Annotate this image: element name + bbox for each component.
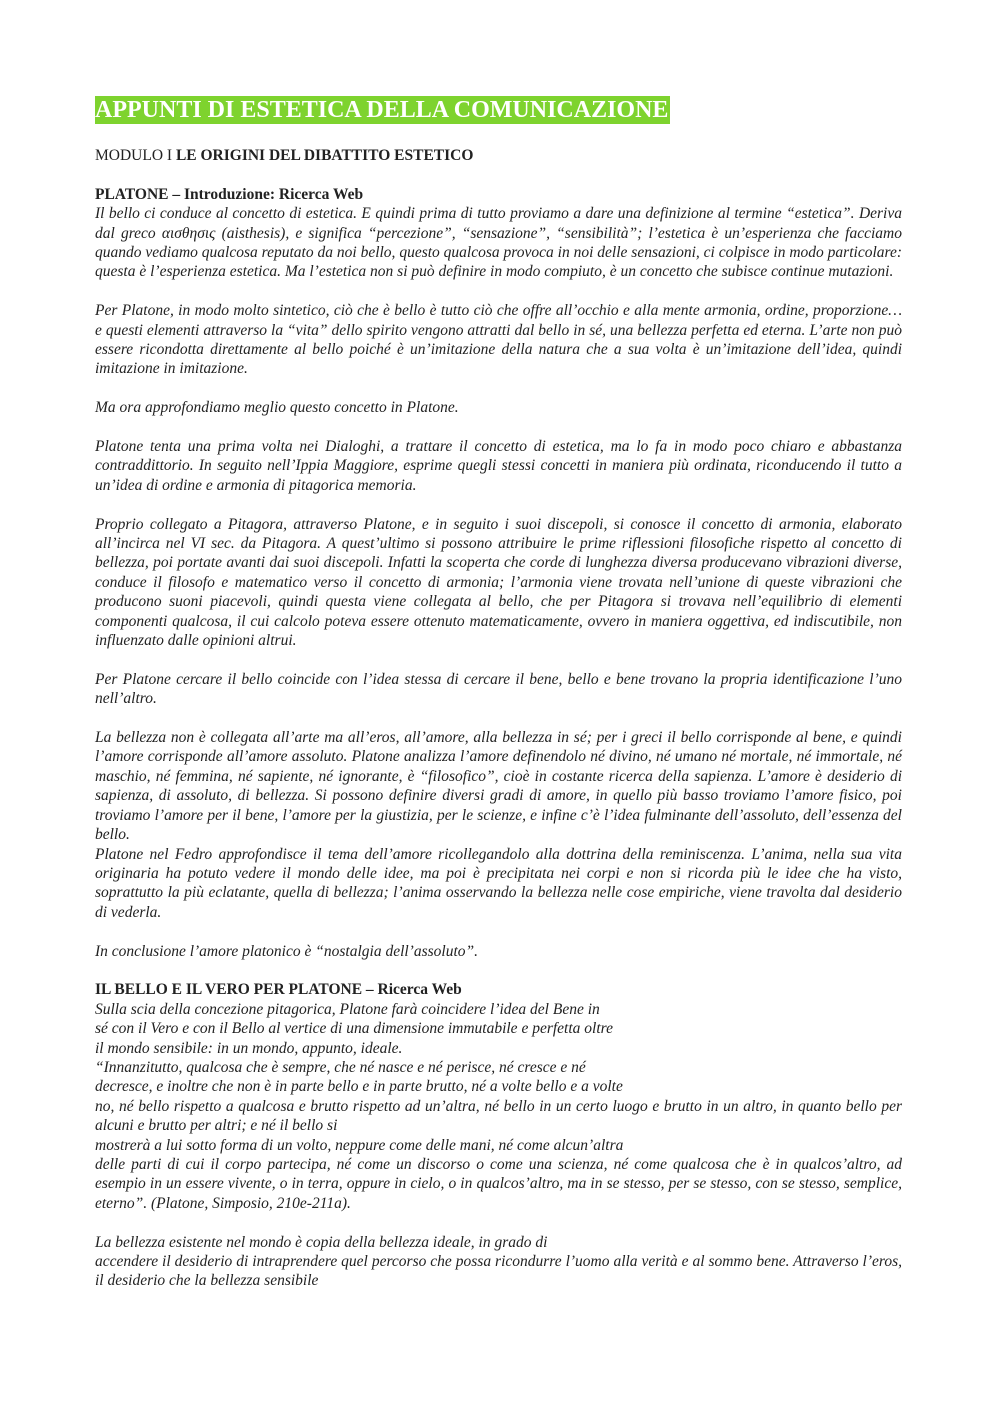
title-plain: APPUNTI DI <box>95 97 241 123</box>
paragraph: Proprio collegato a Pitagora, attraverso Platone, e in seguito i suoi discepoli, si conosce il concetto di armonia, elaborato all’incirca nel VI sec. da Pitagora. A quest’ultimo si possono attribuire le prime riflessioni filosofiche rispetto al concetto di bellezza, poi portate avanti dai suoi discepoli. Infatti la scoperta che corde di lunghezza diversa producevano vibrazioni diverse, conduce il filosofo e matematico verso il concetto di armonia; l’armonia viene trovata nell’unione di queste vibrazioni che producono suoni piacevoli, quindi questa viene collegata al bello, che per Pitagora si trovava nell’equilibrio di elementi componenti qualcosa, il cui calcolo poteva essere ottenuto matematicamente, ovvero in maniera oggettiva, ed indiscutibile, non influenzato dalle opinioni altrui. <box>95 515 902 650</box>
text-line: Sulla scia della concezione pitagorica, Platone farà coincidere l’idea del Bene in <box>95 1000 600 1018</box>
section-heading-bello-vero: IL BELLO E IL VERO PER PLATONE – Ricerca Web <box>95 981 462 999</box>
paragraph: Per Platone, in modo molto sintetico, ciò che è bello è tutto ciò che offre all’occhio e alla mente armonia, ordine, proporzione… e questi elementi attraverso la “vita” dello spirito vengono attratti dal bello in sé, una bellezza perfetta ed eterna. L’arte non può essere ricondotta direttamente al bello poiché è un’imitazione della natura che a sua volta è un’imitazione dell’idea, quindi imitazione in imitazione. <box>95 302 902 378</box>
document-body <box>95 96 902 1291</box>
text-line: sé con il Vero e con il Bello al vertice di una dimensione immutabile e perfetta oltre <box>95 1020 613 1038</box>
title-bold: ESTETICA DELLA COMUNICAZIONE <box>240 97 669 123</box>
module-heading <box>95 146 902 165</box>
document-title <box>95 96 670 124</box>
text-line: decresce, e inoltre che non è in parte bello e in parte brutto, né a volte bello e a volte <box>95 1078 623 1096</box>
paragraph: no, né bello rispetto a qualcosa e brutto rispetto ad un’altra, né bello in un certo luogo e brutto in un altro, in quanto bello per alcuni e brutto per altri; e né il bello si <box>95 1097 902 1135</box>
paragraph: Platone tenta una prima volta nei Dialoghi, a trattare il concetto di estetica, ma lo fa in modo poco chiaro e abbastanza contraddittorio. In seguito nell’Ippia Maggiore, esprime quegli stessi concetti in maniera più ordinata, riconducendo il tutto a un’idea di ordine e armonia di pitagorica memoria. <box>95 438 902 494</box>
paragraph: In conclusione l’amore platonico è “nostalgia dell’assoluto”. <box>95 942 479 960</box>
text-line: mostrerà a lui sotto forma di un volto, neppure come delle mani, né come alcun’altra <box>95 1136 624 1154</box>
paragraph: Platone nel Fedro approfondisce il tema dell’amore ricollegandolo alla dottrina della reminiscenza. L’anima, nella sua vita originaria ha potuto vedere il mondo delle idee, ma poi è precipitata nei corpi e non si ricorda più le idee che ha visto, soprattutto la più eclatante, quella di bellezza; l’anima osservando la bellezza nelle cose empiriche, viene travolta dal desiderio di vederla. <box>95 845 902 921</box>
text-line: il mondo sensibile: in un mondo, appunto, ideale. <box>95 1039 403 1057</box>
paragraph: Ma ora approfondiamo meglio questo concetto in Platone. <box>95 399 459 417</box>
paragraph: La bellezza non è collegata all’arte ma all’eros, all’amore, alla bellezza in sé; per i greci il bello corrisponde al bene, e quindi l’amore corrisponde all’amore assoluto. Platone analizza l’amore definendolo né divino, né umano né mortale, né immortale, né maschio, né femmina, né sapiente, né ignorante, è “filosofico”, cioè in costante ricerca della sapienza. L’amore è desiderio di sapienza, di assoluto, di bellezza. Si possono definire diversi gradi di amore, in quello più basso troviamo l’amore fisico, poi troviamo l’amore per il bene, l’amore per la giustizia, per le scienze, e infine c’è l’idea fulminante dell’assoluto, dell’essenza del bello. <box>95 729 902 844</box>
paragraph: Il bello ci conduce al concetto di estetica. E quindi prima di tutto proviamo a dare una definizione al termine “estetica”. Deriva dal greco αισθησις (aisthesis), e significa “percezione”, “sensazione”, “sensibilità”; l’estetica è un’esperienza che facciamo quando vediamo qualcosa reputato da noi bello, questo qualcosa provoca in noi delle sensazioni, ci colpisce in modo particolare: questa è l’esperienza estetica. Ma l’estetica non si può definire in modo compiuto, è un concetto che subisce continue mutazioni. <box>95 205 902 281</box>
paragraph: Per Platone cercare il bello coincide con l’idea stessa di cercare il bene, bello e bene trovano la propria identificazione l’uno nell’altro. <box>95 670 902 708</box>
module-title: LE ORIGINI DEL DIBATTITO ESTETICO <box>175 147 474 164</box>
text-line: “Innanzitutto, qualcosa che è sempre, che né nasce e né perisce, né cresce e né <box>95 1058 586 1076</box>
section-heading-platone: PLATONE – Introduzione: Ricerca Web <box>95 185 364 203</box>
text-line: La bellezza esistente nel mondo è copia della bellezza ideale, in grado di <box>95 1233 548 1251</box>
paragraph: accendere il desiderio di intraprendere quel percorso che possa ricondurre l’uomo alla verità e al sommo bene. Attraverso l’eros, il desiderio che la bellezza sensibile <box>95 1253 902 1290</box>
paragraph: delle parti di cui il corpo partecipa, né come un discorso o come una scienza, né come qualcosa che è in qualcos’altro, ad esempio in un essere vivente, o in terra, oppure in cielo, o in qualcos’altro, ma in se stesso, per se stesso, con se stesso, semplice, eterno”. (Platone, Simposio, 210e-211a). <box>95 1155 902 1212</box>
module-prefix: MODULO I <box>95 147 176 164</box>
